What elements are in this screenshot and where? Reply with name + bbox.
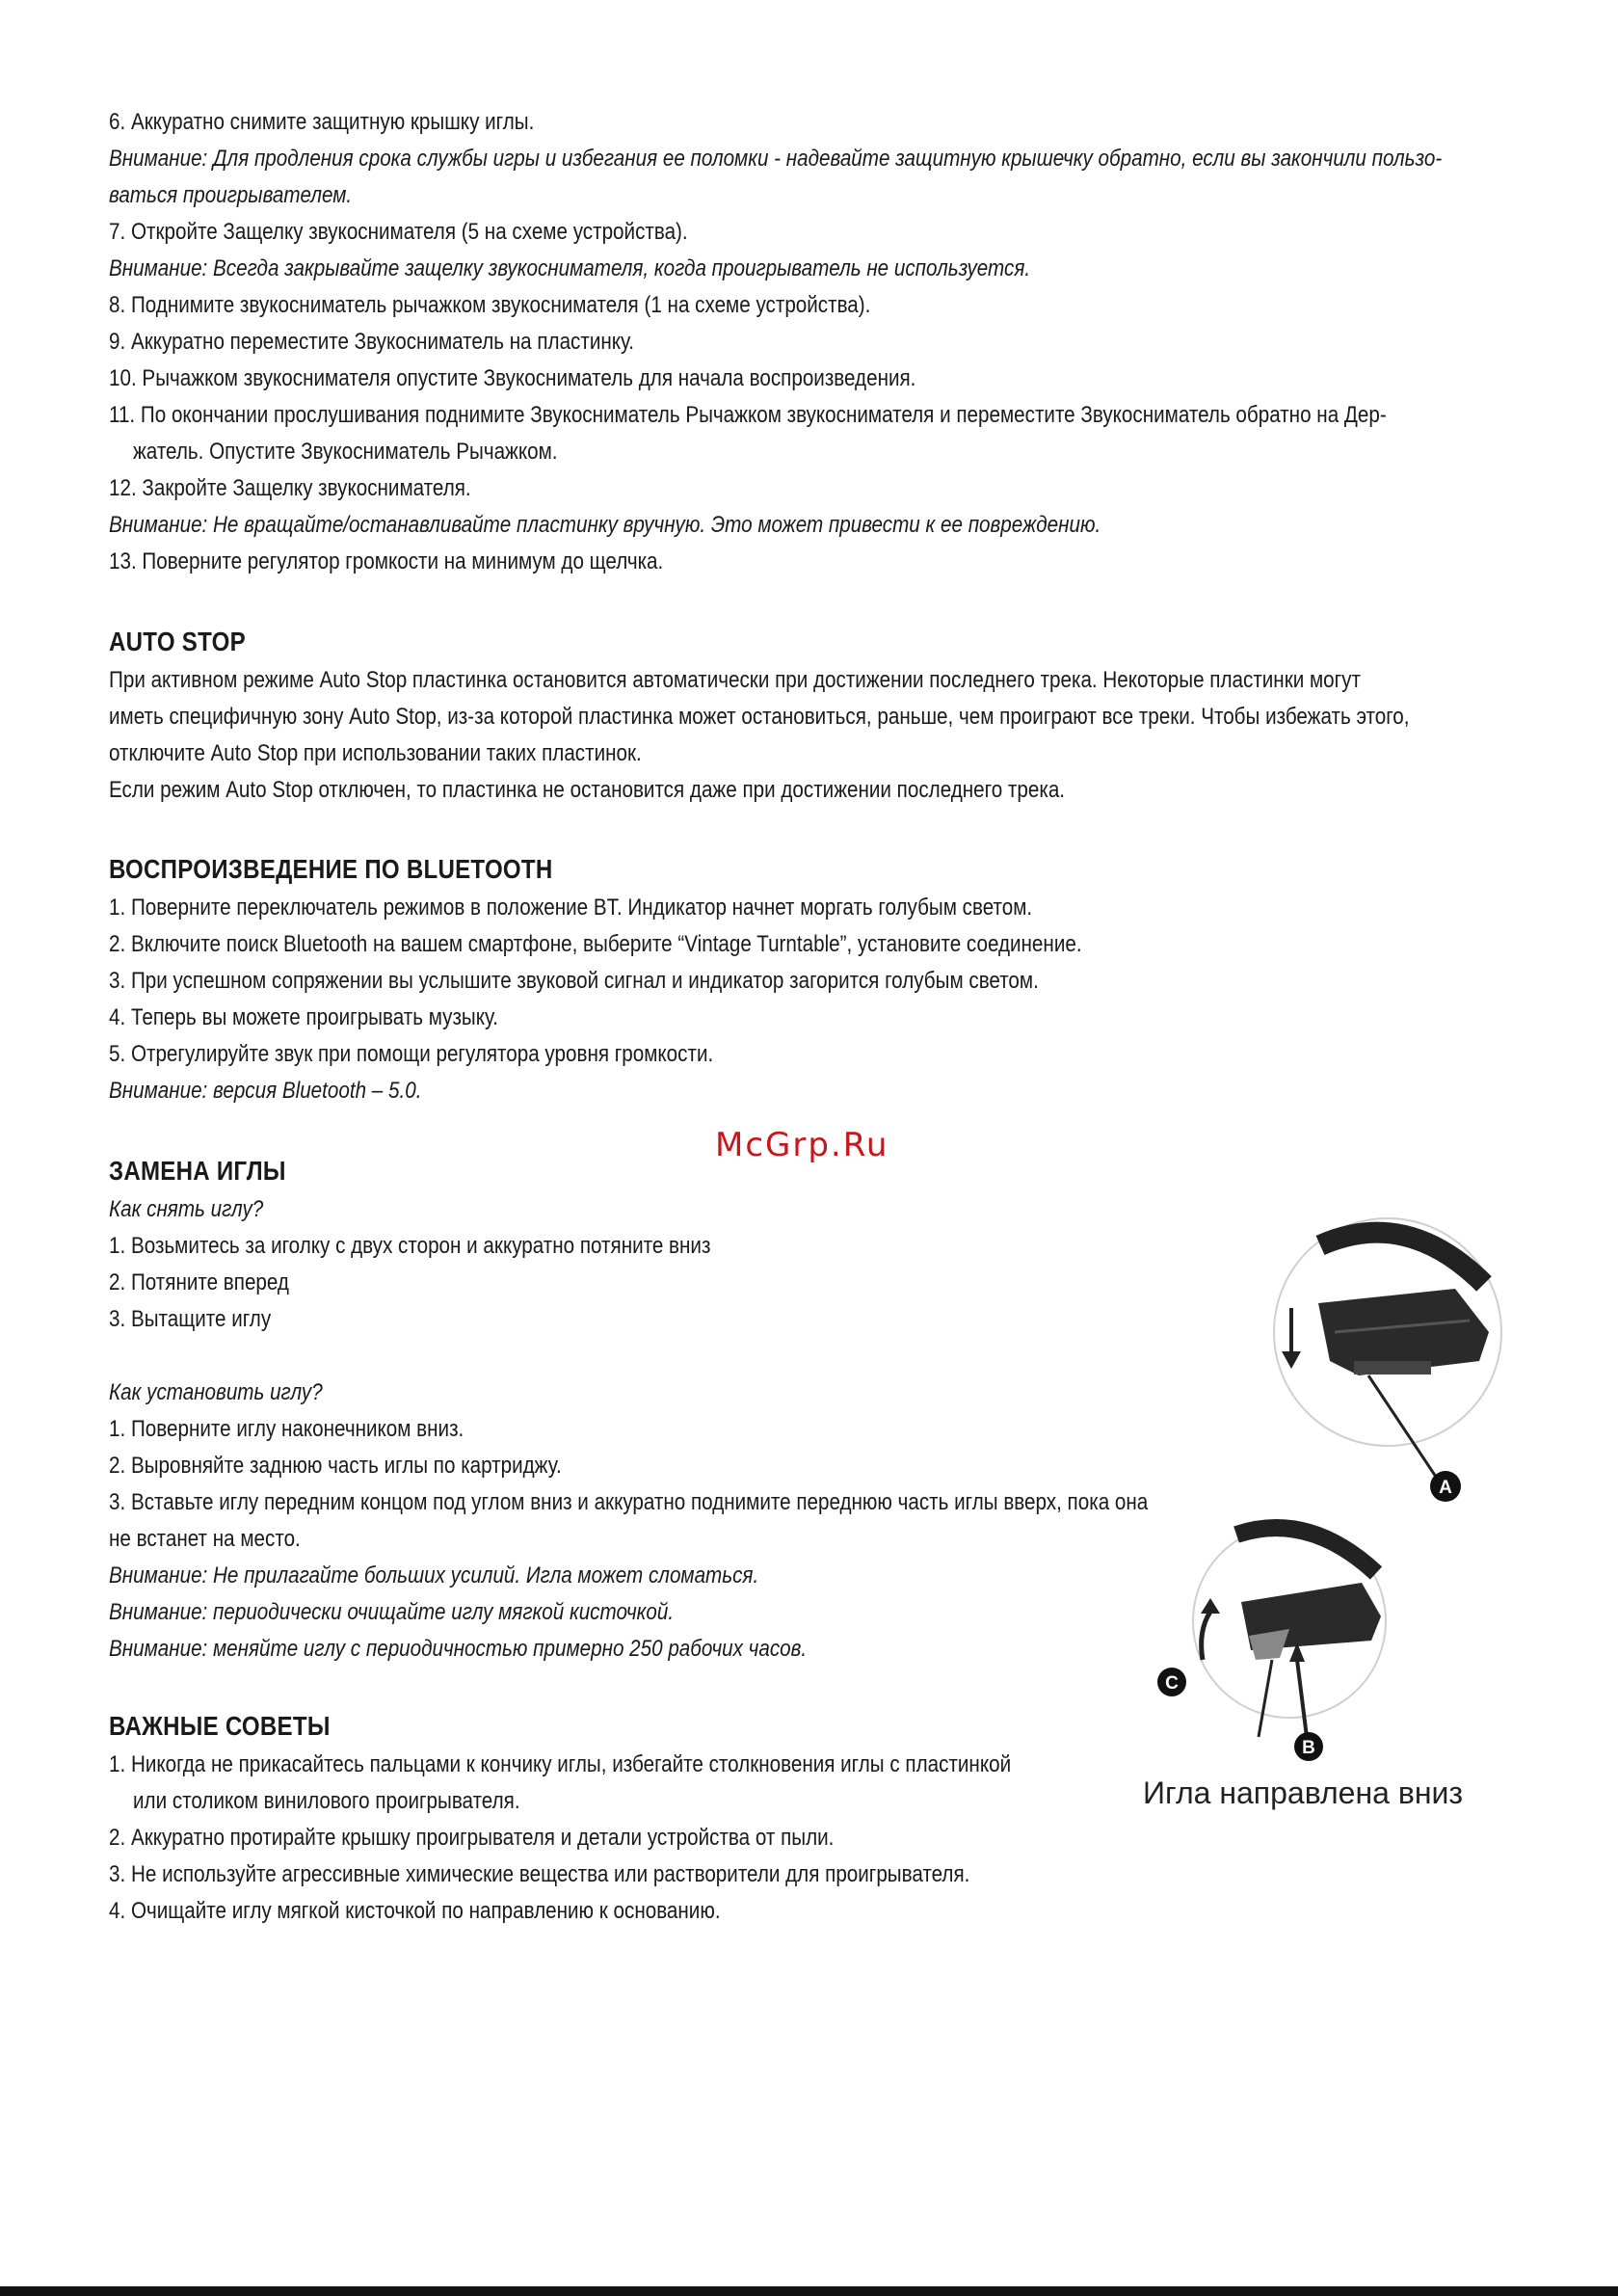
needle-warning-replace: Внимание: меняйте иглу с периодичностью примерно 250 рабочих часов. xyxy=(109,1636,808,1662)
bluetooth-step-4: 4. Теперь вы можете проигрывать музыку. xyxy=(109,1004,499,1030)
bluetooth-step-5: 5. Отрегулируйте звук при помощи регулятора уровня громкости. xyxy=(109,1041,714,1067)
auto-stop-line-2: иметь специфичную зону Auto Stop, из-за которой пластинка может остановиться, раньше, чем проиграют все треки. Чтобы избежать этого, xyxy=(109,704,1410,730)
needle-remove-step-1: 1. Возьмитесь за иголку с двух сторон и аккуратно потяните вниз xyxy=(109,1233,711,1259)
bluetooth-version-note: Внимание: версия Bluetooth – 5.0. xyxy=(109,1078,422,1104)
auto-stop-line-4: Если режим Auto Stop отключен, то пластинка не остановится даже при достижении последнего трека. xyxy=(109,777,1066,803)
svg-text:B: B xyxy=(1302,1738,1315,1758)
step-12: 12. Закройте Защелку звукоснимателя. xyxy=(109,475,471,501)
step-11-cont: жатель. Опустите Звукосниматель Рычажком. xyxy=(133,439,558,465)
tip-1: 1. Никогда не прикасайтесь пальцами к кончику иглы, избегайте столкновения иглы с пластинкой xyxy=(109,1751,1012,1777)
tips-heading: ВАЖНЫЕ СОВЕТЫ xyxy=(109,1711,331,1741)
step-11: 11. По окончании прослушивания поднимите Звукосниматель Рычажком звукоснимателя и переместите Звукосниматель обратно на Дер- xyxy=(109,402,1387,428)
tip-4: 4. Очищайте иглу мягкой кисточкой по направлению к основанию. xyxy=(109,1898,721,1924)
needle-install-step-3-cont: не встанет на место. xyxy=(109,1526,301,1552)
needle-warning-force: Внимание: Не прилагайте больших усилий. Игла может сломаться. xyxy=(109,1562,759,1589)
warning-latch: Внимание: Всегда закрывайте защелку звукоснимателя, когда проигрыватель не используется. xyxy=(109,255,1031,281)
needle-remove-step-3: 3. Вытащите иглу xyxy=(109,1306,272,1332)
watermark: McGrp.Ru xyxy=(715,1126,889,1164)
needle-installation-illustration xyxy=(1145,1515,1434,1766)
step-13: 13. Поверните регулятор громкости на минимум до щелчка. xyxy=(109,548,664,574)
warning-record: Внимание: Не вращайте/останавливайте пластинку вручную. Это может привести к ее повреждению. xyxy=(109,512,1101,538)
tip-2: 2. Аккуратно протирайте крышку проигрывателя и детали устройства от пыли. xyxy=(109,1825,835,1851)
bluetooth-step-2: 2. Включите поиск Bluetooth на вашем смартфоне, выберите “Vintage Turntable”, установите соединение. xyxy=(109,931,1082,957)
bluetooth-heading: ВОСПРОИЗВЕДЕНИЕ ПО BLUETOOTH xyxy=(109,854,553,884)
bluetooth-step-3: 3. При успешном сопряжении вы услышите звуковой сигнал и индикатор загорится голубым светом. xyxy=(109,968,1039,994)
needle-removal-illustration xyxy=(1262,1216,1513,1515)
bottom-border xyxy=(0,2286,1618,2296)
tip-1-cont: или столиком винилового проигрывателя. xyxy=(133,1788,520,1814)
svg-text:A: A xyxy=(1439,1478,1452,1498)
step-6: 6. Аккуратно снимите защитную крышку иглы. xyxy=(109,109,535,135)
needle-remove-title: Как снять иглу? xyxy=(109,1196,264,1222)
figure-caption: Игла направлена вниз xyxy=(1143,1775,1464,1810)
warning-needle-cover-cont: ваться проигрывателем. xyxy=(109,182,353,208)
auto-stop-line-3: отключите Auto Stop при использовании таких пластинок. xyxy=(109,740,642,766)
tip-3: 3. Не используйте агрессивные химические вещества или растворители для проигрывателя. xyxy=(109,1861,970,1887)
warning-needle-cover: Внимание: Для продления срока службы игры и избегания ее поломки - надевайте защитную крышечку обратно, если вы закончили пользо- xyxy=(109,146,1443,172)
bluetooth-step-1: 1. Поверните переключатель режимов в положение BT. Индикатор начнет моргать голубым светом. xyxy=(109,894,1033,921)
needle-install-step-1: 1. Поверните иглу наконечником вниз. xyxy=(109,1416,464,1442)
label-c-marker xyxy=(1157,1668,1186,1696)
label-a-marker xyxy=(1430,1471,1461,1502)
auto-stop-heading: AUTO STOP xyxy=(109,627,246,656)
needle-heading: ЗАМЕНА ИГЛЫ xyxy=(109,1156,286,1186)
needle-warning-clean: Внимание: периодически очищайте иглу мягкой кисточкой. xyxy=(109,1599,675,1625)
step-8: 8. Поднимите звукосниматель рычажком звукоснимателя (1 на схеме устройства). xyxy=(109,292,871,318)
step-9: 9. Аккуратно переместите Звукосниматель на пластинку. xyxy=(109,329,634,355)
needle-install-title: Как установить иглу? xyxy=(109,1379,323,1405)
needle-install-step-2: 2. Выровняйте заднюю часть иглы по картриджу. xyxy=(109,1453,562,1479)
label-b-marker xyxy=(1294,1732,1323,1761)
svg-text:C: C xyxy=(1165,1673,1179,1694)
needle-remove-step-2: 2. Потяните вперед xyxy=(109,1269,289,1295)
step-7: 7. Откройте Защелку звукоснимателя (5 на схеме устройства). xyxy=(109,219,688,245)
step-10: 10. Рычажком звукоснимателя опустите Звукосниматель для начала воспроизведения. xyxy=(109,365,916,391)
needle-install-step-3: 3. Вставьте иглу передним концом под углом вниз и аккуратно поднимите переднюю часть иглы вверх, пока она xyxy=(109,1489,1149,1515)
auto-stop-line-1: При активном режиме Auto Stop пластинка остановится автоматически при достижении последнего трека. Некоторые пластинки могут xyxy=(109,667,1361,693)
